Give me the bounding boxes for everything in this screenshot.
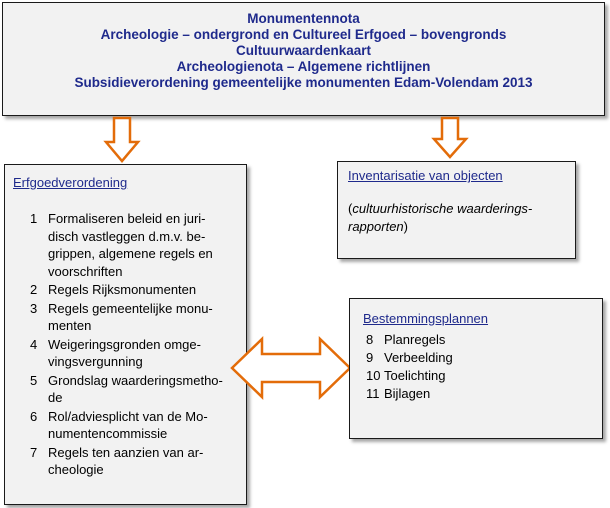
- item-text: [48, 408, 245, 443]
- list-item: [366, 385, 453, 403]
- box-heading: Bestemmingsplannen: [363, 311, 489, 326]
- item-text: [48, 210, 245, 280]
- double-arrow: [230, 336, 352, 400]
- item-line: voorschriften: [48, 263, 123, 279]
- documents-box: [2, 2, 605, 116]
- item-text: Planregels: [384, 332, 446, 347]
- item-text: Toelichting: [384, 368, 446, 383]
- item-number: 9: [366, 350, 374, 365]
- note-text: cultuurhistorische waarderings-: [352, 201, 533, 216]
- document-title: Archeologienota – Algemene richtlijnen: [176, 59, 431, 74]
- list-item: [366, 331, 453, 349]
- item-number: 11: [366, 386, 380, 401]
- item-number: 7: [30, 444, 38, 460]
- item-text: [48, 444, 245, 479]
- item-line: Regels Rijksmonumenten: [48, 282, 197, 297]
- item-number: 5: [30, 372, 38, 388]
- down-arrow-left: [104, 117, 140, 163]
- item-line: de: [48, 390, 63, 405]
- item-text: Bijlagen: [384, 386, 431, 401]
- item-line: numentencommissie: [48, 426, 168, 441]
- list-item: [30, 336, 245, 371]
- erfgoedverordening-box: [4, 164, 247, 505]
- list-item: [30, 408, 245, 443]
- bestemmingsplannen-box: [349, 298, 603, 439]
- document-title: Subsidieverordening gemeentelijke monumenten Edam-Volendam 2013: [74, 75, 533, 90]
- item-number: 4: [30, 336, 38, 352]
- item-line: menten: [48, 318, 92, 333]
- item-text: Verbeelding: [384, 350, 453, 365]
- document-title: Archeologie – ondergrond en Cultureel Erfgoed – bovengronds: [100, 27, 507, 42]
- item-line: Regels ten aanzien van ar-: [48, 444, 204, 460]
- list-item: [30, 300, 245, 335]
- item-line: Grondslag waarderingsmetho-: [48, 372, 223, 388]
- down-arrow-right: [432, 117, 468, 159]
- list-item: [30, 210, 245, 280]
- list-item: [30, 281, 245, 299]
- item-number: 3: [30, 300, 38, 316]
- note-paren: (: [348, 201, 353, 216]
- item-line: Rol/adviesplicht van de Mo-: [48, 408, 208, 424]
- item-line: Formaliseren beleid en juri-: [48, 211, 206, 226]
- item-number: 10: [366, 368, 381, 383]
- item-line: disch vastleggen d.m.v. be-: [48, 228, 206, 244]
- document-title: Monumentennota: [247, 11, 360, 26]
- item-line: Regels gemeentelijke monu-: [48, 300, 213, 316]
- note-text: rapporten: [348, 219, 404, 234]
- item-line: Weigeringsgronden omge-: [48, 336, 201, 352]
- list-item: [30, 372, 245, 407]
- list-item: [366, 367, 453, 385]
- item-line: cheologie: [48, 462, 104, 477]
- item-text: [48, 372, 245, 407]
- note-paren: ): [403, 219, 408, 234]
- item-text: [48, 281, 245, 299]
- item-number: 2: [30, 282, 38, 297]
- item-number: 6: [30, 408, 38, 424]
- bestemmingsplannen-list: [366, 331, 453, 403]
- list-item: [366, 349, 453, 367]
- item-text: [48, 336, 245, 371]
- item-number: 8: [366, 332, 374, 347]
- item-line: vingsvergunning: [48, 354, 143, 369]
- list-item: [30, 444, 245, 479]
- item-text: [48, 300, 245, 335]
- document-title: Cultuurwaardenkaart: [235, 43, 372, 58]
- box-heading: Erfgoedverordening: [13, 175, 128, 190]
- item-line: grippen, algemene regels en: [48, 246, 213, 261]
- item-number: 1: [30, 211, 38, 226]
- inventarisatie-box: [337, 161, 576, 259]
- inventarisatie-note: [348, 200, 570, 236]
- erfgoed-list: [30, 210, 245, 480]
- box-heading: Inventarisatie van objecten: [348, 168, 503, 183]
